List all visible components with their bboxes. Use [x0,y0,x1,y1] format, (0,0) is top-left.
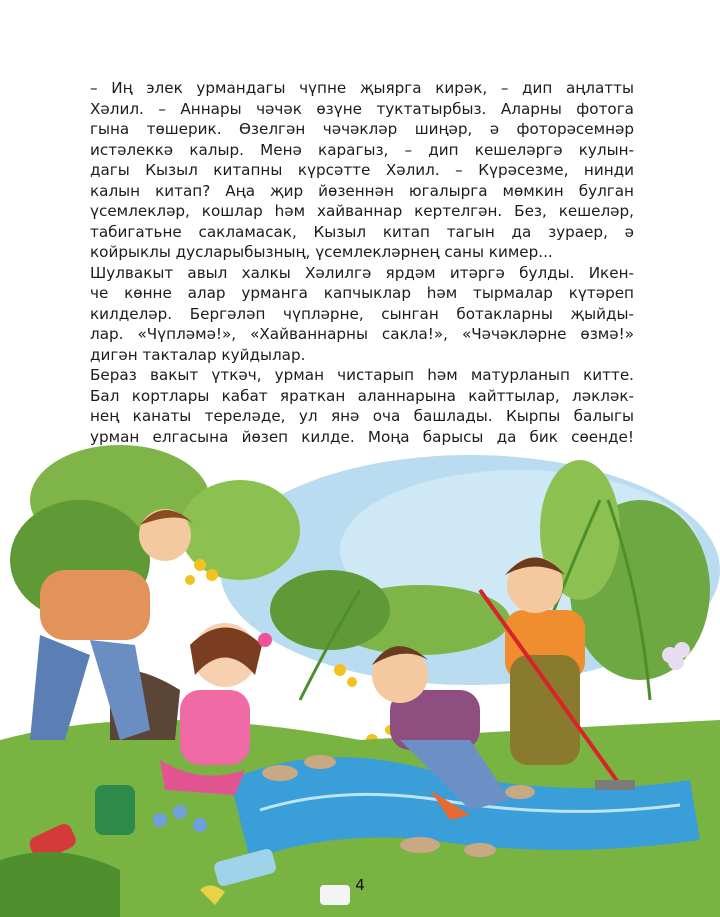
text-line: табигатьне сакламасак, Кызыл китап тагын да зураер, ә [90,222,634,241]
paragraph-1 [90,78,634,263]
text-line: Хәлил. – Аннары чәчәк өзүне туктатырбыз. Аларны фотога [90,99,634,118]
text-line: – Иң элек урмандагы чүпне җыярга кирәк, – дип аңлатты [90,79,634,97]
text-line: нең канаты тереләде, ул янә оча башлады. Кырпы балыгы [90,407,634,425]
text-line: Шулвакыт авыл халкы Хәлилгә ярдәм итәргә булды. Икен- [90,263,634,282]
paragraph-2 [90,263,634,366]
text-line: Бераз вакыт үткәч, урман чистарып һәм матурланып китте. [90,366,634,384]
story-text [90,78,634,447]
text-line: Бал кортлары кабат яраткан аланнарына кайттылар, ләкләк- [90,386,634,405]
text-line: урман елгасына йөзеп килде. Моңа барысы да бик сөенде! [90,427,634,446]
paragraph-3 [90,365,634,447]
text-line: килделәр. Бергәләп чүпләрне, сынган ботакларны җыйды- [90,304,634,323]
text-line: калын китап? Аңа җир йөзеннән югалырга мөмкин булган [90,181,634,200]
text-line: истәлеккә калыр. Менә карагыз, – дип кешеләргә кулын- [90,140,634,159]
text-line: үсемлекләр, кошлар һәм хайваннар кертелгән. Без, кешеләр, [90,202,634,220]
text-line: че көнне алар урманга капчыклар һәм тырмалар күтәреп [90,284,634,302]
text-line: дигән такталар куйдылар. [90,345,306,364]
page-number: 4 [355,876,365,894]
text-line: койрыклы дусларыбызның, үсемлекләрнең саны кимер... [90,243,553,261]
illustration-children-cleaning-stream [0,440,720,917]
text-line: дагы Кызыл китапны күрсәтте Хәлил. – Күрәсезме, нинди [90,161,634,179]
text-line: лар. «Чүпләмә!», «Хайваннарны сакла!», «Чәчәкләрне өзмә!» [90,325,634,343]
text-line: гына төшерик. Өзелгән чәчәкләр шиңәр, ә фоторәсемнәр [90,120,634,138]
